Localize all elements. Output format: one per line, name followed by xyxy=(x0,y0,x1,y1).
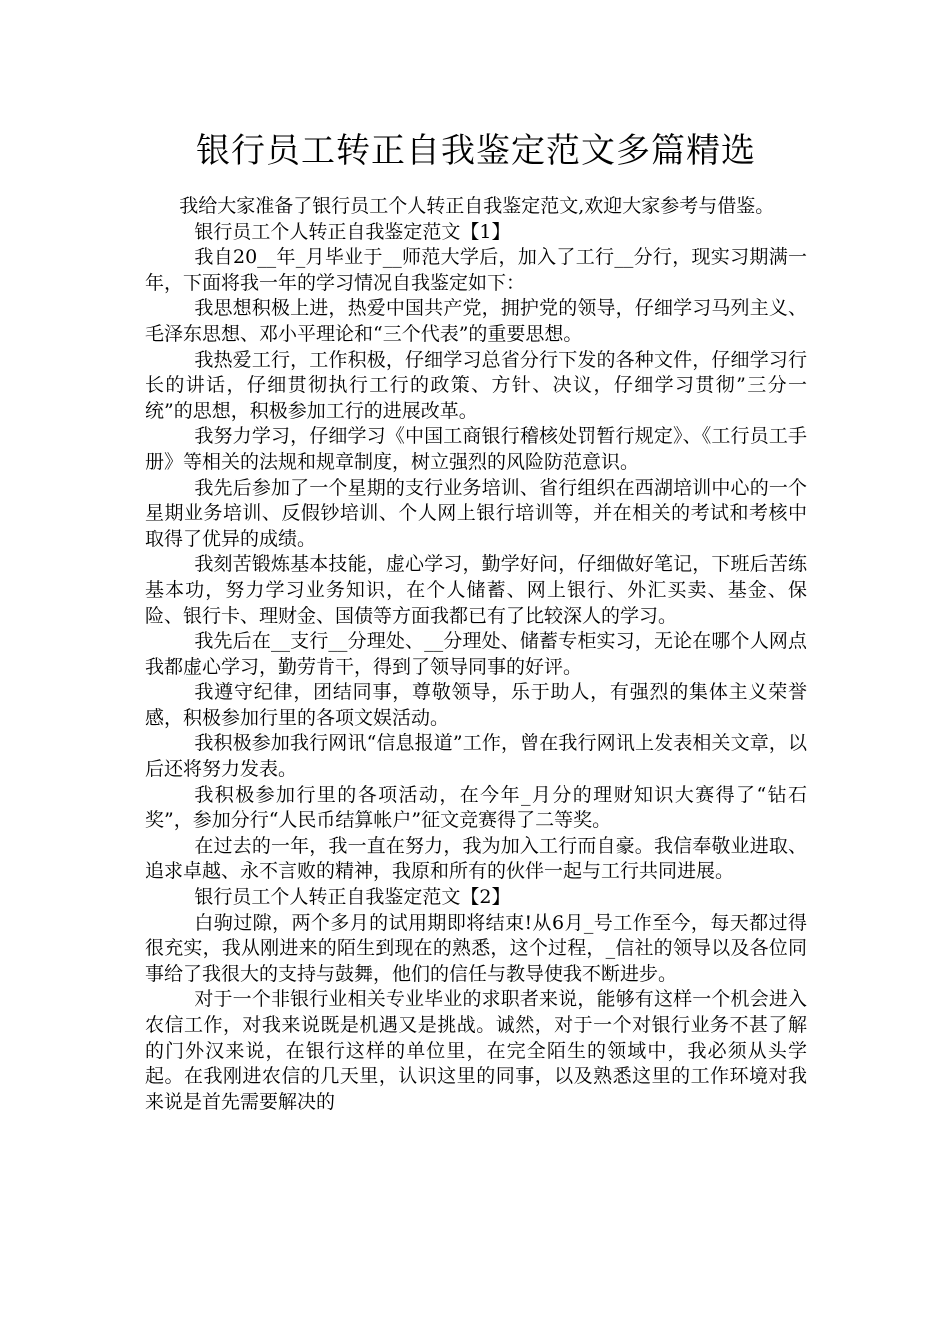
section-heading-2: 银行员工个人转正自我鉴定范文【2】 xyxy=(194,886,511,909)
paragraph: 白驹过隙，两个多月的试用期即将结束!从6月_号工作至今，每天都过得很充实，我从刚进来的陌生到现在的熟悉，这个过程，_信社的领导以及各位同事给了我很大的支持与鼓舞，他们的信任与教导使我不断进步。 xyxy=(145,911,807,985)
paragraph: 对于一个非银行业相关专业毕业的求职者来说，能够有这样一个机会进入农信工作，对我来说既是机遇又是挑战。诚然，对于一个对银行业务不甚了解的门外汉来说，在银行这样的单位里，在完全陌生的领域中，我必须从头学起。在我刚进农信的几天里，认识这里的同事，以及熟悉这里的工作环境对我来说是首先需要解决的 xyxy=(145,988,807,1113)
paragraph: 我积极参加行里的各项活动，在今年_月分的理财知识大赛得了“钻石奖”，参加分行“人民币结算帐户”征文竞赛得了二等奖。 xyxy=(145,783,807,832)
document-title: 银行员工转正自我鉴定范文多篇精选 xyxy=(196,131,756,171)
paragraph: 我思想积极上进，热爱中国共产党，拥护党的领导，仔细学习马列主义、毛泽东思想、邓小平理论和“三个代表”的重要思想。 xyxy=(145,297,807,345)
section-heading-1: 银行员工个人转正自我鉴定范文【1】 xyxy=(194,220,511,243)
paragraph: 我先后参加了一个星期的支行业务培训、省行组织在西湖培训中心的一个星期业务培训、反假钞培训、个人网上银行培训等，并在相关的考试和考核中取得了优异的成绩。 xyxy=(145,476,807,550)
paragraph: 我先后在__支行__分理处、__分理处、储蓄专柜实习，无论在哪个人网点我都虚心学习，勤劳肯干，得到了领导同事的好评。 xyxy=(145,630,807,678)
paragraph: 我努力学习，仔细学习《中国工商银行稽核处罚暂行规定》、《工行员工手册》等相关的法规和规章制度，树立强烈的风险防范意识。 xyxy=(145,425,807,473)
paragraph: 在过去的一年，我一直在努力，我为加入工行而自豪。我信奉敬业进取、追求卓越、永不言败的精神，我原和所有的伙伴一起与工行共同进展。 xyxy=(145,834,807,883)
document-body xyxy=(145,128,807,1115)
paragraph: 我自20__年_月毕业于__师范大学后，加入了工行__分行，现实习期满一年，下面将我一年的学习情况自我鉴定如下： xyxy=(145,246,807,294)
paragraph: 我积极参加我行网讯“信息报道”工作，曾在我行网讯上发表相关文章，以后还将努力发表。 xyxy=(145,732,807,781)
paragraph: 我遵守纪律，团结同事，尊敬领导，乐于助人，有强烈的集体主义荣誉感，积极参加行里的各项文娱活动。 xyxy=(145,681,807,729)
paragraph: 我热爱工行，工作积极，仔细学习总省分行下发的各种文件，仔细学习行长的讲话，仔细贯彻执行工行的政策、方针、决议，仔细学习贯彻”三分一统”的思想，积极参加工行的进展改革。 xyxy=(145,348,807,422)
intro-paragraph: 我给大家准备了银行员工个人转正自我鉴定范文,欢迎大家参考与借鉴。 xyxy=(179,195,775,217)
paragraph: 我刻苦锻炼基本技能，虚心学习，勤学好问，仔细做好笔记，下班后苦练基本功，努力学习业务知识，在个人储蓄、网上银行、外汇买卖、基金、保险、银行卡、理财金、国债等方面我都已有了比较深人的学习。 xyxy=(145,553,807,627)
